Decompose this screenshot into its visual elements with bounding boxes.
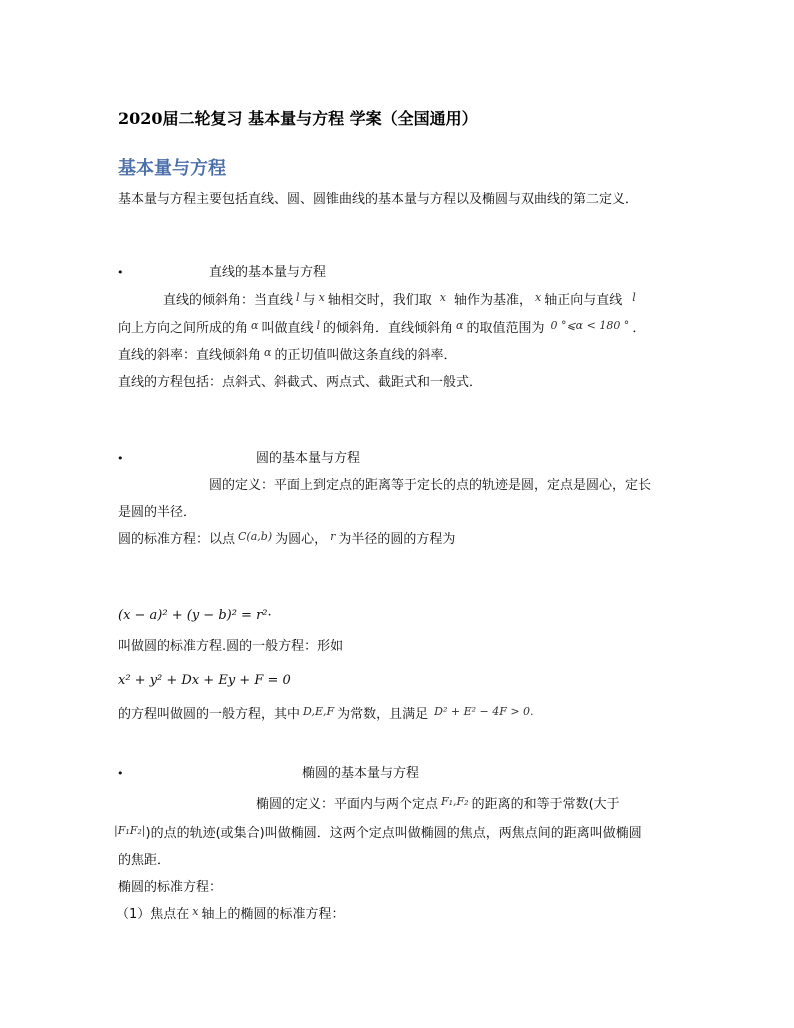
text-segment: 圆的标准方程：以点 — [118, 532, 236, 547]
text-segment: 的倾斜角．直线倾斜角 — [323, 321, 454, 336]
text-segment: ． — [632, 321, 646, 336]
circle-general-paragraph: 叫做圆的标准方程.圆的一般方程：形如 — [118, 639, 344, 654]
circle-standard-paragraph — [118, 530, 455, 550]
math-abs-foci: |F₁F₂| — [114, 824, 146, 837]
math-alpha: α — [251, 319, 259, 332]
bullet-ellipse: • — [117, 767, 124, 780]
line-section-title: 直线的基本量与方程 — [209, 265, 327, 280]
text-segment: )的点的轨迹(或集合)叫做椭圆．这两个定点叫做椭圆的焦点，两焦点间的距离叫做椭圆 — [145, 826, 642, 841]
math-x: x — [439, 291, 447, 304]
text-segment: 的距离的和等于常数(大于 — [471, 797, 620, 812]
math-l: l — [296, 291, 300, 304]
line-forms-paragraph: 直线的方程包括：点斜式、斜截式、两点式、截距式和一般式． — [118, 375, 483, 390]
formula-standard: (x − a)² + (y − b)² = r²· — [118, 608, 272, 623]
line-slope-paragraph — [118, 346, 456, 366]
intro-paragraph: 基本量与方程主要包括直线、圆、圆锥曲线的基本量与方程以及椭圆与双曲线的第二定义． — [118, 192, 639, 207]
text-segment: 轴正向与直线 — [544, 293, 623, 308]
text-segment: 直线的斜率：直线倾斜角 — [118, 348, 262, 363]
math-l: l — [632, 291, 636, 304]
ellipse-definition-end: 的焦距． — [118, 853, 171, 868]
circle-general-condition — [118, 705, 537, 725]
circle-general-formula — [118, 671, 291, 691]
section-heading: 基本量与方程 — [118, 158, 226, 179]
text-segment: 叫做直线 — [261, 321, 314, 336]
bullet-line: • — [117, 266, 124, 279]
ellipse-standard-title: 椭圆的标准方程： — [118, 880, 223, 895]
text-segment: 的方程叫做圆的一般方程，其中 — [118, 707, 301, 722]
circle-section-title: 圆的基本量与方程 — [256, 451, 361, 466]
text-segment: （1）焦点在 — [116, 907, 190, 922]
ellipse-section-title: 椭圆的基本量与方程 — [302, 766, 420, 781]
text-segment: 的正切值叫做这条直线的斜率． — [274, 348, 457, 363]
text-segment: 为半径的圆的方程为 — [338, 532, 456, 547]
text-segment: 为圆心， — [275, 532, 328, 547]
circle-definition-cont: 是圆的半径． — [118, 505, 197, 520]
math-condition: D² + E² − 4F > 0. — [434, 705, 534, 718]
text-segment: 椭圆的定义：平面内与两个定点 — [256, 797, 439, 812]
math-alpha: α — [456, 319, 464, 332]
math-x: x — [535, 291, 542, 304]
math-def: D,E,F — [303, 705, 335, 718]
math-r: r — [330, 530, 336, 543]
text-segment: 为常数，且满足 — [337, 707, 429, 722]
text-segment: 轴相交时，我们取 — [327, 293, 432, 308]
math-center: C(a,b) — [238, 530, 273, 543]
math-l: l — [316, 319, 320, 332]
math-x: x — [192, 905, 199, 918]
text-segment: 向上方向之间所成的角 — [118, 321, 249, 336]
math-alpha: α — [264, 346, 272, 359]
ellipse-case-1 — [116, 905, 345, 925]
math-x: x — [318, 291, 325, 304]
formula-general: x² + y² + Dx + Ey + F = 0 — [118, 673, 291, 688]
circle-standard-formula — [118, 606, 272, 626]
math-range: 0 °⩽α < 180 ° — [550, 319, 630, 332]
text-segment: 轴上的椭圆的标准方程： — [201, 907, 345, 922]
text-segment: 直线的倾斜角：当直线 — [163, 293, 294, 308]
text-segment: 的取值范围为 — [466, 321, 545, 336]
text-segment: 与 — [302, 293, 316, 308]
ellipse-definition-cont — [114, 824, 642, 844]
ellipse-definition — [256, 795, 620, 815]
line-inclination-paragraph-cont — [118, 319, 645, 339]
math-foci: F₁,F₂ — [441, 795, 469, 808]
line-inclination-paragraph — [163, 291, 639, 311]
text-segment: 轴作为基准， — [454, 293, 533, 308]
document-title: 2020届二轮复习 基本量与方程 学案（全国通用） — [118, 109, 478, 128]
bullet-circle: • — [117, 452, 124, 465]
circle-definition: 圆的定义：平面上到定点的距离等于定长的点的轨迹是圆，定点是圆心，定长 — [209, 478, 652, 493]
